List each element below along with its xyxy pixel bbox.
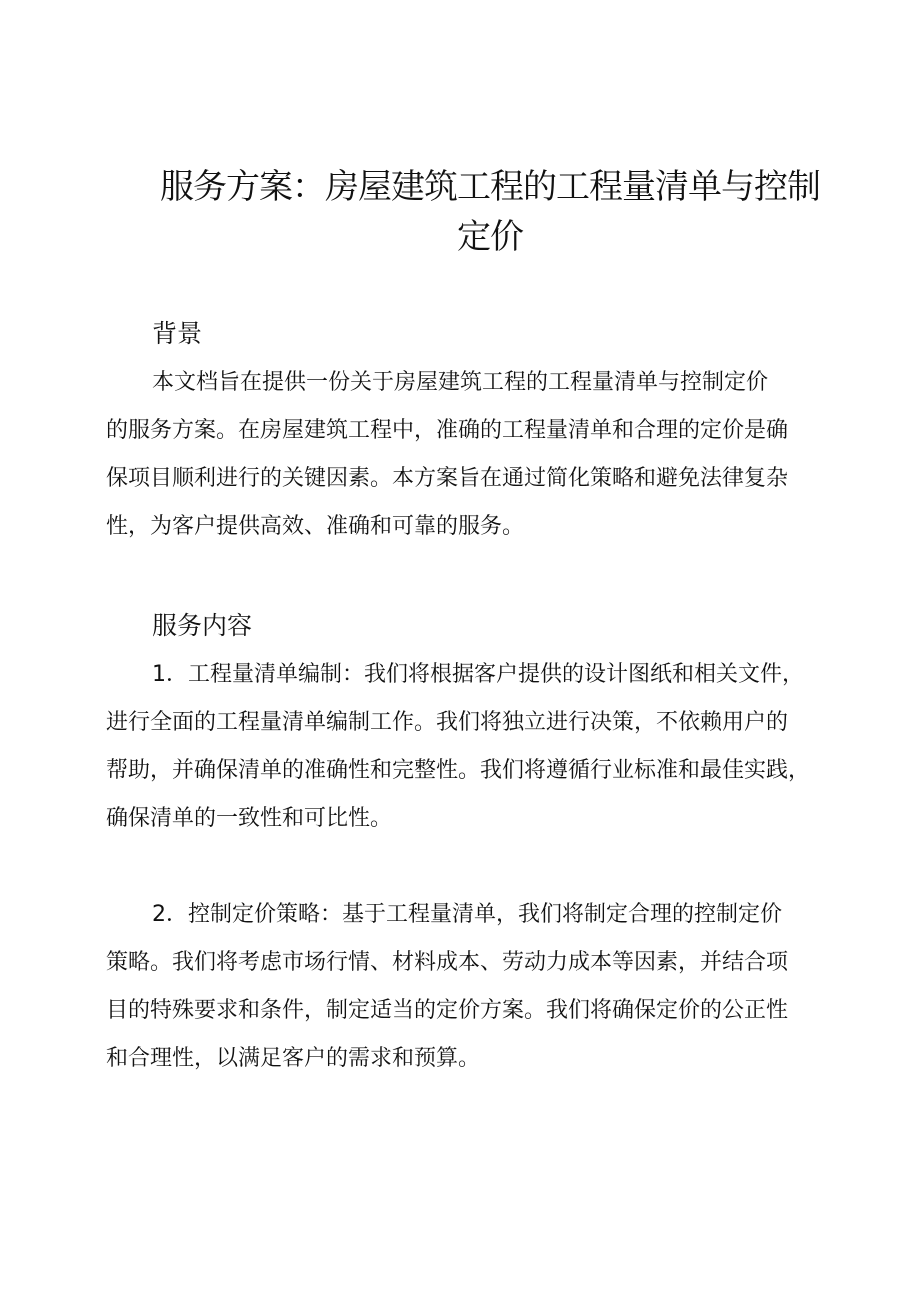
title-line-1: 服务方案：房屋建筑工程的工程量清单与控制 xyxy=(160,167,820,207)
service-item-2 xyxy=(106,891,826,1083)
paragraph-line: 本文档旨在提供一份关于房屋建筑工程的工程量清单与控制定价 xyxy=(152,370,769,395)
title-line-2: 定价 xyxy=(457,217,523,257)
paragraph-line: 和合理性，以满足客户的需求和预算。 xyxy=(106,1046,481,1071)
paragraph-line: 策略。我们将考虑市场行情、材料成本、劳动力成本等因素，并结合项 xyxy=(106,950,789,975)
paragraph-line: 进行全面的工程量清单编制工作。我们将独立进行决策，不依赖用户的 xyxy=(106,710,789,735)
background-paragraph xyxy=(106,359,826,551)
paragraph-line: 保项目顺利进行的关键因素。本方案旨在通过简化策略和避免法律复杂 xyxy=(106,466,789,491)
service-item-1 xyxy=(106,651,826,843)
document-title xyxy=(150,162,830,262)
paragraph-line: 2．控制定价策略：基于工程量清单，我们将制定合理的控制定价 xyxy=(152,902,782,927)
paragraph-line: 目的特殊要求和条件，制定适当的定价方案。我们将确保定价的公正性 xyxy=(106,998,789,1023)
paragraph-line: 的服务方案。在房屋建筑工程中，准确的工程量清单和合理的定价是确 xyxy=(106,418,789,443)
paragraph-line: 帮助，并确保清单的准确性和完整性。我们将遵循行业标准和最佳实践， xyxy=(106,758,811,783)
paragraph-line: 性，为客户提供高效、准确和可靠的服务。 xyxy=(106,514,525,539)
paragraph-line: 1．工程量清单编制：我们将根据客户提供的设计图纸和相关文件， xyxy=(152,662,804,687)
section-heading-services: 服务内容 xyxy=(152,611,253,640)
section-heading-background: 背景 xyxy=(152,319,203,348)
paragraph-line: 确保清单的一致性和可比性。 xyxy=(106,806,393,831)
